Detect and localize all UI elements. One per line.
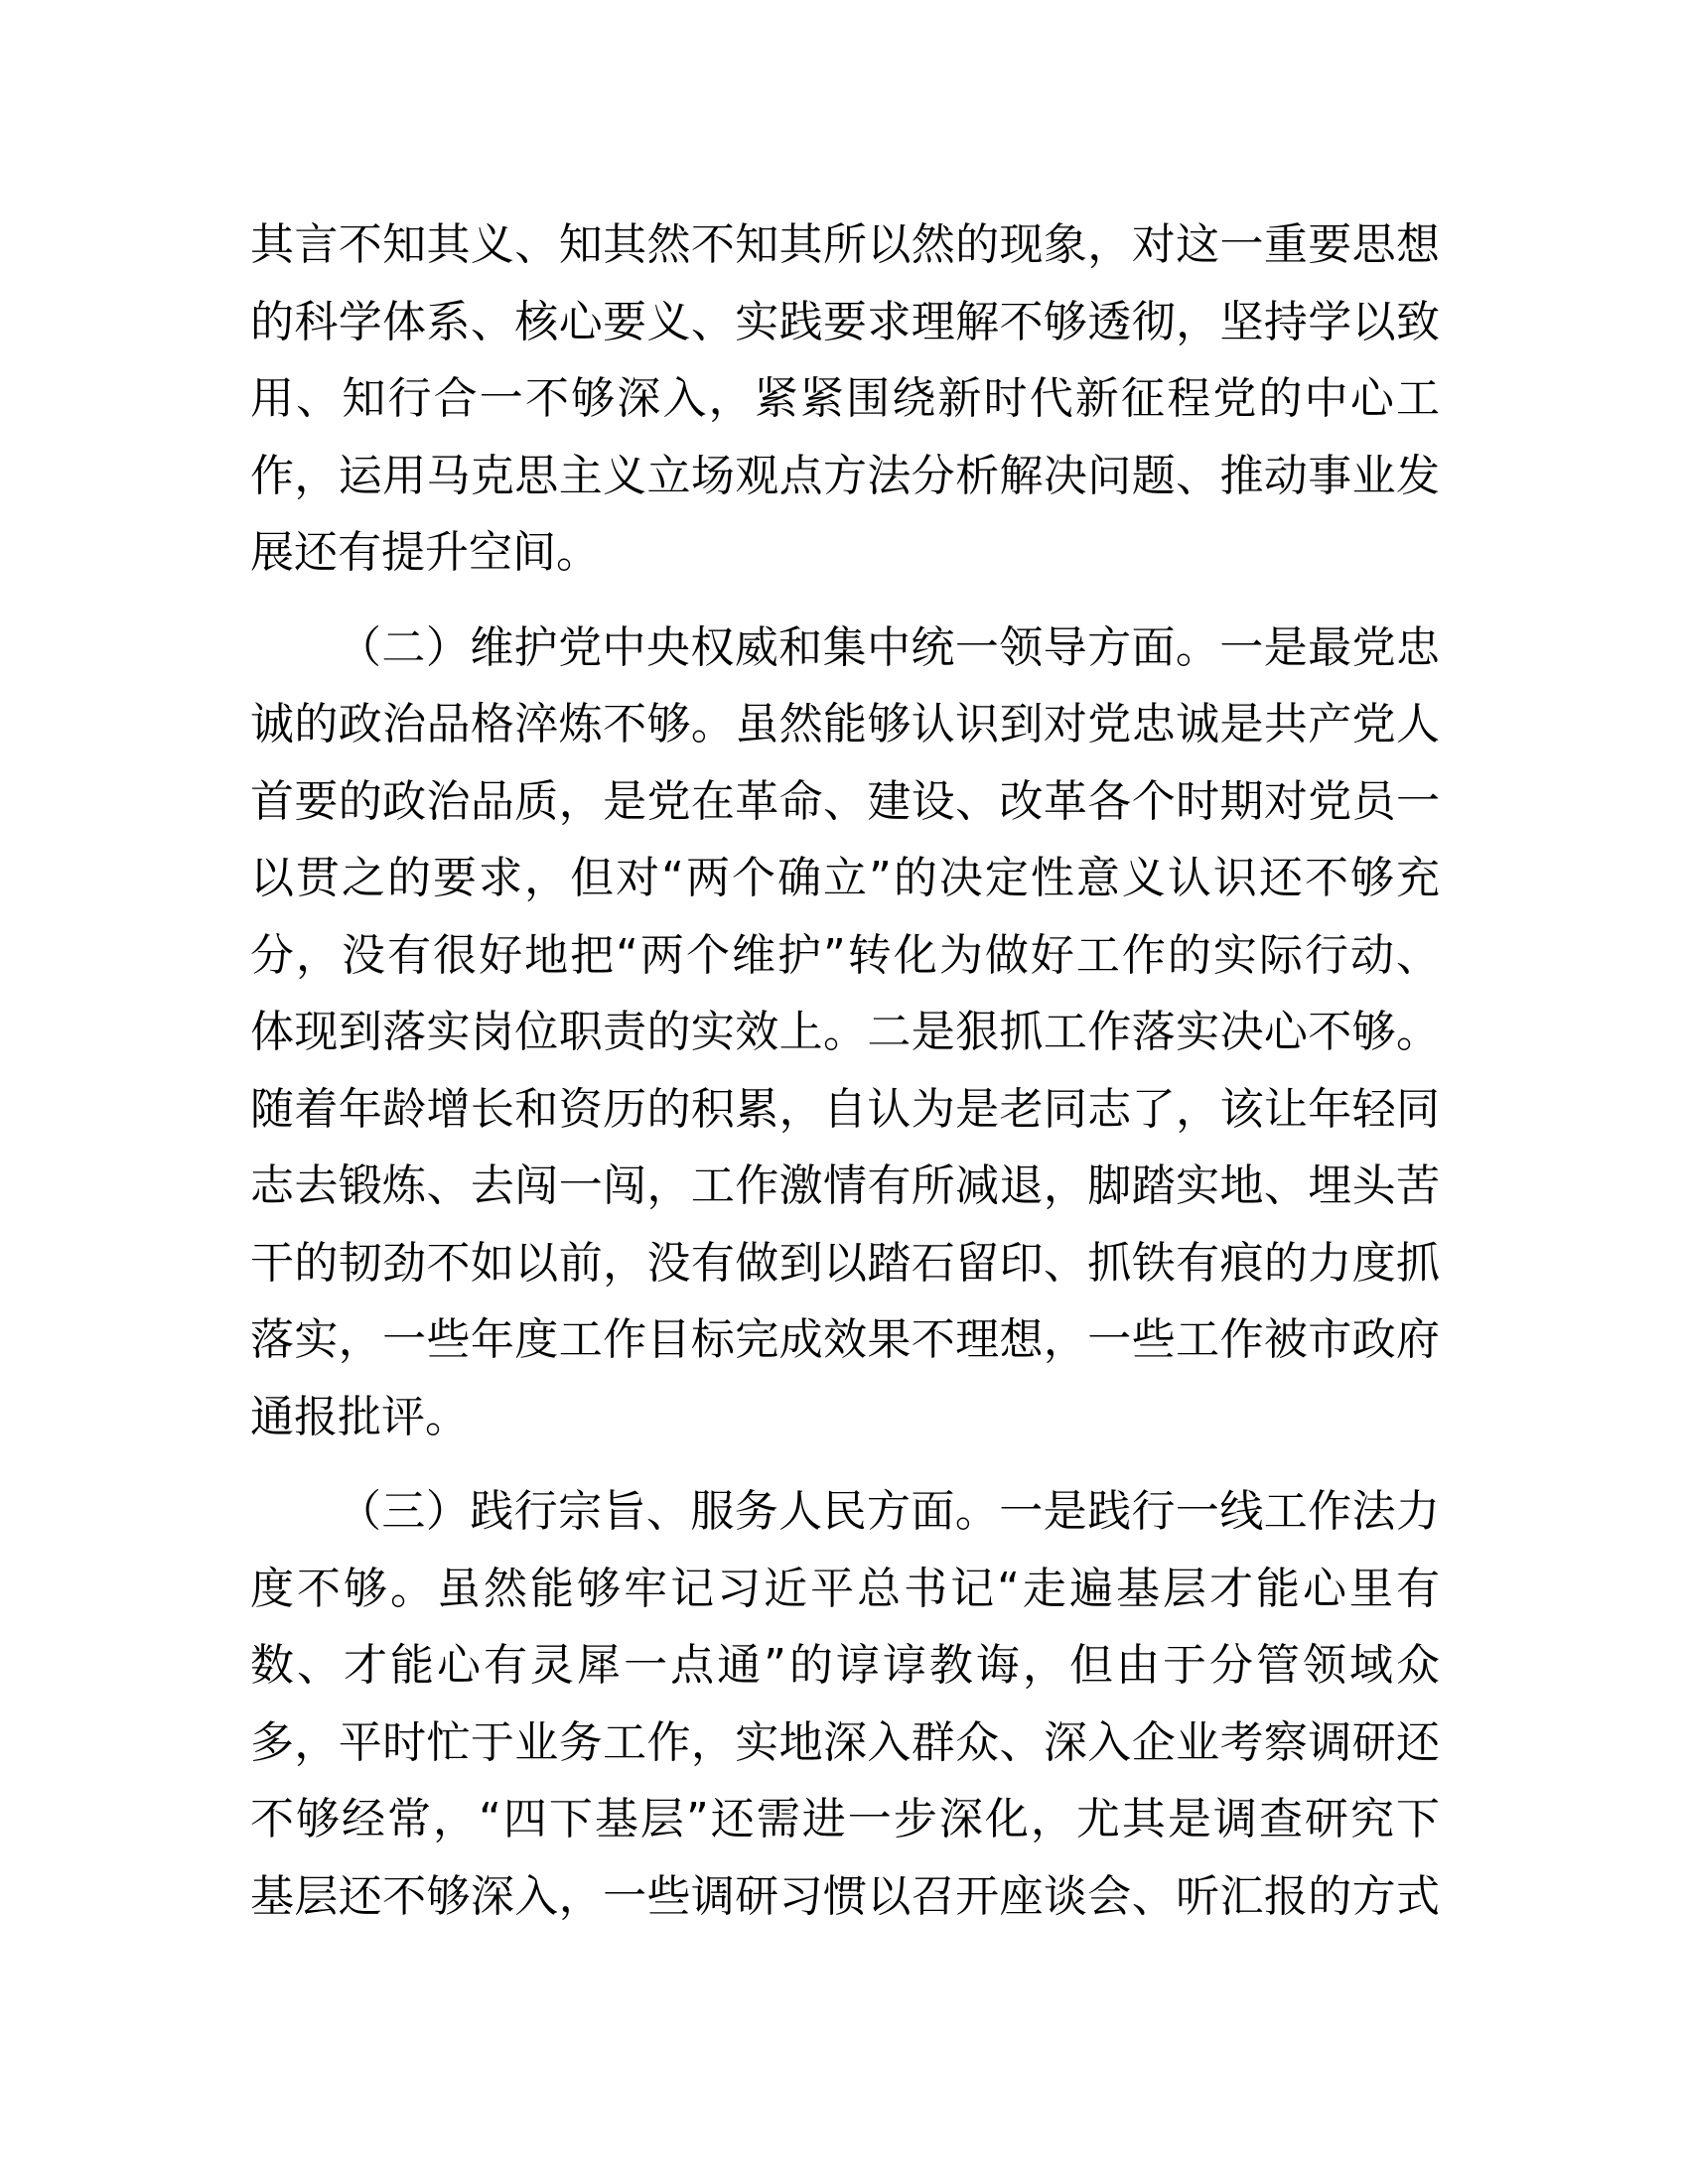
paragraph-section-3 (250, 1473, 1440, 1935)
text-line: 度不够。虽然能够牢记习近平总书记“走遍基层才能心里有 (250, 1563, 1440, 1614)
text-line: 通报批评。 (250, 1391, 469, 1442)
text-line: 多，平时忙于业务工作，实地深入群众、深入企业考察调研还 (250, 1716, 1440, 1768)
text-line: 其言不知其义、知其然不知其所以然的现象，对这一重要思想 (250, 219, 1440, 270)
text-line: 分，没有很好地把“两个维护”转化为做好工作的实际行动、 (250, 929, 1440, 981)
text-line: 以贯之的要求，但对“两个确立”的决定性意义认识还不够充 (250, 853, 1440, 903)
document-body (250, 206, 1440, 1953)
text-line: 随着年龄增长和资历的积累，自认为是老同志了，该让年轻同 (250, 1083, 1440, 1135)
text-line: 体现到落实岗位职责的实效上。二是狠抓工作落实决心不够。 (250, 1007, 1440, 1057)
text-line: 干的韧劲不如以前，没有做到以踏石留印、抓铁有痕的力度抓 (250, 1237, 1440, 1289)
text-line: 落实，一些年度工作目标完成效果不理想，一些工作被市政府 (250, 1314, 1440, 1365)
text-line: 的科学体系、核心要义、实践要求理解不够透彻，坚持学以致 (250, 296, 1440, 347)
paragraph-section-2 (250, 610, 1440, 1456)
text-line: 志去锻炼、去闯一闯，工作激情有所减退，脚踏实地、埋头苦 (250, 1160, 1440, 1211)
text-line: 用、知行合一不够深入，紧紧围绕新时代新征程党的中心工 (250, 373, 1440, 424)
section-heading-line: （二）维护党中央权威和集中统一领导方面。一是最党忠 (338, 621, 1440, 673)
text-line: 不够经常，“四下基层”还需进一步深化，尤其是调查研究下 (250, 1794, 1440, 1844)
text-line: 作，运用马克思主义立场观点方法分析解决问题、推动事业发 (250, 450, 1440, 501)
text-line: 数、才能心有灵犀一点通”的谆谆教诲，但由于分管领域众 (250, 1640, 1440, 1691)
text-line: 基层还不够深入，一些调研习惯以召开座谈会、听汇报的方式 (250, 1870, 1440, 1922)
text-line: 诚的政治品格淬炼不够。虽然能够认识到对党忠诚是共产党人 (250, 699, 1440, 750)
text-line: 首要的政治品质，是党在革命、建设、改革各个时期对党员一 (250, 775, 1440, 827)
paragraph-continuation (250, 206, 1440, 592)
section-heading-line: （三）践行宗旨、服务人民方面。一是践行一线工作法力 (338, 1486, 1440, 1537)
text-line: 展还有提升空间。 (250, 527, 600, 578)
